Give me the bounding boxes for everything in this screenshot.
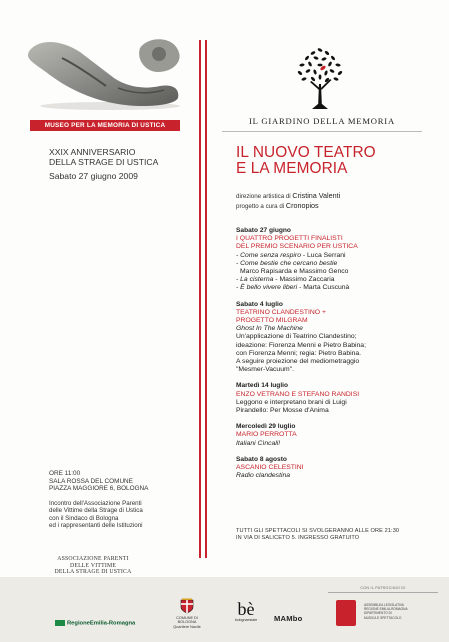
day-date: Martedì 14 luglio bbox=[236, 382, 289, 390]
patronage-line: REGIONE EMILIA-ROMAGNA bbox=[364, 607, 408, 612]
incontro-line: Incontro dell'Associazione Parenti bbox=[49, 500, 142, 507]
patronage-seal-icon bbox=[336, 600, 356, 626]
patronage-text bbox=[364, 603, 436, 620]
work-title: Ghost In The Machine bbox=[236, 325, 303, 333]
work-title: - Come bestie che cercano bestie bbox=[236, 259, 338, 267]
incontro-line: con il Sindaco di Bologna bbox=[49, 514, 119, 522]
day-line bbox=[236, 268, 426, 276]
programme-day bbox=[236, 456, 426, 481]
patronage-caption: CON IL PATROCINIO DI bbox=[360, 586, 406, 590]
venue-info bbox=[49, 470, 189, 493]
day-date: Sabato 8 agosto bbox=[236, 455, 287, 463]
work-title: - Come senza respiro bbox=[236, 251, 301, 259]
patronage-rule bbox=[328, 592, 438, 593]
patronage-line: MUSICA E SPETTACOLO bbox=[364, 615, 402, 620]
day-title: ENZO VETRANO E STEFANO RANDISI bbox=[236, 390, 360, 398]
day-line bbox=[236, 358, 426, 366]
project-label: progetto a cura di bbox=[236, 202, 285, 210]
day-line bbox=[236, 472, 426, 480]
work-description: A seguire proiezione del mediometraggio bbox=[236, 358, 360, 366]
assoc-line1: ASSOCIAZIONE PARENTI bbox=[57, 556, 129, 562]
regione-flag-icon bbox=[55, 620, 65, 626]
work-description: Leggono e interpretano brani di Luigi bbox=[236, 398, 347, 406]
be-mark: bè bbox=[237, 599, 255, 619]
incontro-line: ed i rappresentanti delle Istituzioni bbox=[49, 522, 143, 530]
be-subtitle: bolognaestate bbox=[234, 618, 258, 622]
programme bbox=[236, 227, 426, 488]
main-title-line1: IL NUOVO TEATRO bbox=[236, 144, 376, 161]
programme-day bbox=[236, 423, 426, 448]
tree-icon bbox=[288, 44, 352, 110]
day-title: MARIO PERROTTA bbox=[236, 431, 297, 439]
venue-line1: SALA ROSSA DEL COMUNE bbox=[49, 477, 133, 485]
direction-name: Cristina Valenti bbox=[292, 191, 341, 200]
work-title: Italiani Cìncali! bbox=[236, 439, 281, 447]
red-divider-line bbox=[199, 40, 201, 558]
programme-day bbox=[236, 227, 426, 293]
programme-day bbox=[236, 301, 426, 375]
day-line bbox=[236, 399, 426, 407]
credits bbox=[236, 192, 340, 211]
day-title: PROGETTO MILGRAM bbox=[236, 317, 308, 325]
day-line bbox=[236, 252, 426, 260]
project-credit bbox=[236, 202, 340, 212]
mambo-logo: MAMbo bbox=[274, 614, 303, 623]
venue-line2: PIAZZA MAGGIORE 6, BOLOGNA bbox=[49, 485, 149, 493]
patronage-line: DIPARTIMENTO DI bbox=[364, 611, 392, 616]
day-date: Sabato 27 giugno bbox=[236, 227, 291, 234]
day-line bbox=[236, 350, 426, 358]
footer-line1: TUTTI GLI SPETTACOLI SI SVOLGERANNO ALLE ORE 21:30 bbox=[236, 528, 400, 534]
sculpture-image bbox=[22, 28, 190, 112]
bologna-line2: Quartiere Navile bbox=[173, 624, 201, 629]
work-author: Marco Rapisarda e Massimo Genco bbox=[240, 268, 349, 276]
event-time: ORE 11:00 bbox=[49, 470, 81, 477]
bologna-crest-icon bbox=[180, 598, 194, 614]
day-title: TEATRINO CLANDESTINO + bbox=[236, 308, 326, 316]
comune-bologna-logo bbox=[172, 598, 202, 629]
project-name: Cronopios bbox=[285, 200, 319, 210]
day-title: ASCANIO CELESTINI bbox=[236, 464, 304, 472]
red-divider-line bbox=[205, 40, 207, 558]
work-description: Pirandello: Per Mosse d'Anima bbox=[236, 407, 329, 415]
direction-label: direzione artistica di bbox=[236, 193, 291, 200]
regione-name: RegioneEmilia-Romagna bbox=[67, 620, 136, 627]
work-title: Radio clandestina bbox=[236, 472, 291, 480]
museum-label: MUSEO PER LA MEMORIA DI USTICA bbox=[30, 120, 180, 131]
anniversary-date: Sabato 27 giugno 2009 bbox=[49, 171, 138, 181]
incontro-line: delle Vittime della Strage di Ustica bbox=[49, 507, 143, 515]
day-line bbox=[236, 342, 426, 350]
main-title-line2: E LA MEMORIA bbox=[236, 160, 348, 177]
day-line bbox=[236, 407, 426, 415]
garden-title: IL GIARDINO DELLA MEMORIA bbox=[249, 116, 395, 126]
anniversary-line2: DELLA STRAGE DI USTICA bbox=[49, 157, 159, 167]
work-title: - È bello vivere liberi bbox=[236, 284, 298, 292]
day-title: DEL PREMIO SCENARIO PER USTICA bbox=[236, 243, 358, 251]
day-title: I QUATTRO PROGETTI FINALISTI bbox=[236, 235, 343, 243]
assoc-line2: DELLE VITTIME bbox=[69, 562, 117, 569]
work-author: - Luca Serrani bbox=[300, 251, 346, 259]
patronage-block bbox=[318, 586, 438, 620]
work-description: con Fiorenza Menni; regia: Pietro Babina. bbox=[236, 349, 362, 357]
programme-day bbox=[236, 382, 426, 415]
work-description: ideazione: Fiorenza Menni e Pietro Babina; bbox=[236, 341, 366, 349]
work-author: - Marta Cuscunà bbox=[297, 284, 350, 292]
day-line bbox=[236, 260, 426, 268]
day-line bbox=[236, 366, 426, 374]
footer-line2: IN VIA DI SALICETO 5. INGRESSO GRATUITO bbox=[236, 535, 360, 541]
incontro-text bbox=[49, 500, 189, 530]
day-line bbox=[236, 284, 426, 292]
anniversary-line1: XXIX ANNIVERSARIO bbox=[49, 147, 136, 157]
bologna-line1: COMUNE DI BOLOGNA bbox=[176, 616, 198, 625]
bolognaestate-logo bbox=[226, 600, 266, 622]
regione-emilia-romagna-logo bbox=[55, 620, 135, 627]
work-description: Un'applicazione di Teatrino Clandestino; bbox=[236, 333, 357, 341]
day-line bbox=[236, 440, 426, 448]
side-text bbox=[432, 120, 438, 160]
footer-note bbox=[236, 528, 434, 542]
anniversary-block bbox=[49, 147, 189, 181]
day-date: Mercoledì 29 luglio bbox=[236, 423, 296, 431]
day-line bbox=[236, 325, 426, 333]
work-author: - Massimo Zaccaria bbox=[273, 276, 335, 284]
title-rule bbox=[222, 131, 422, 132]
assoc-line3: DELLA STRAGE DI USTICA bbox=[54, 569, 132, 575]
work-title: - La cisterna bbox=[236, 276, 274, 284]
patronage-line: ASSEMBLEA LEGISLATIVA bbox=[364, 603, 404, 607]
work-description: "Mesmer-Vacuum". bbox=[236, 366, 294, 374]
day-line bbox=[236, 333, 426, 341]
day-date: Sabato 4 luglio bbox=[236, 300, 283, 308]
main-title bbox=[236, 145, 376, 177]
